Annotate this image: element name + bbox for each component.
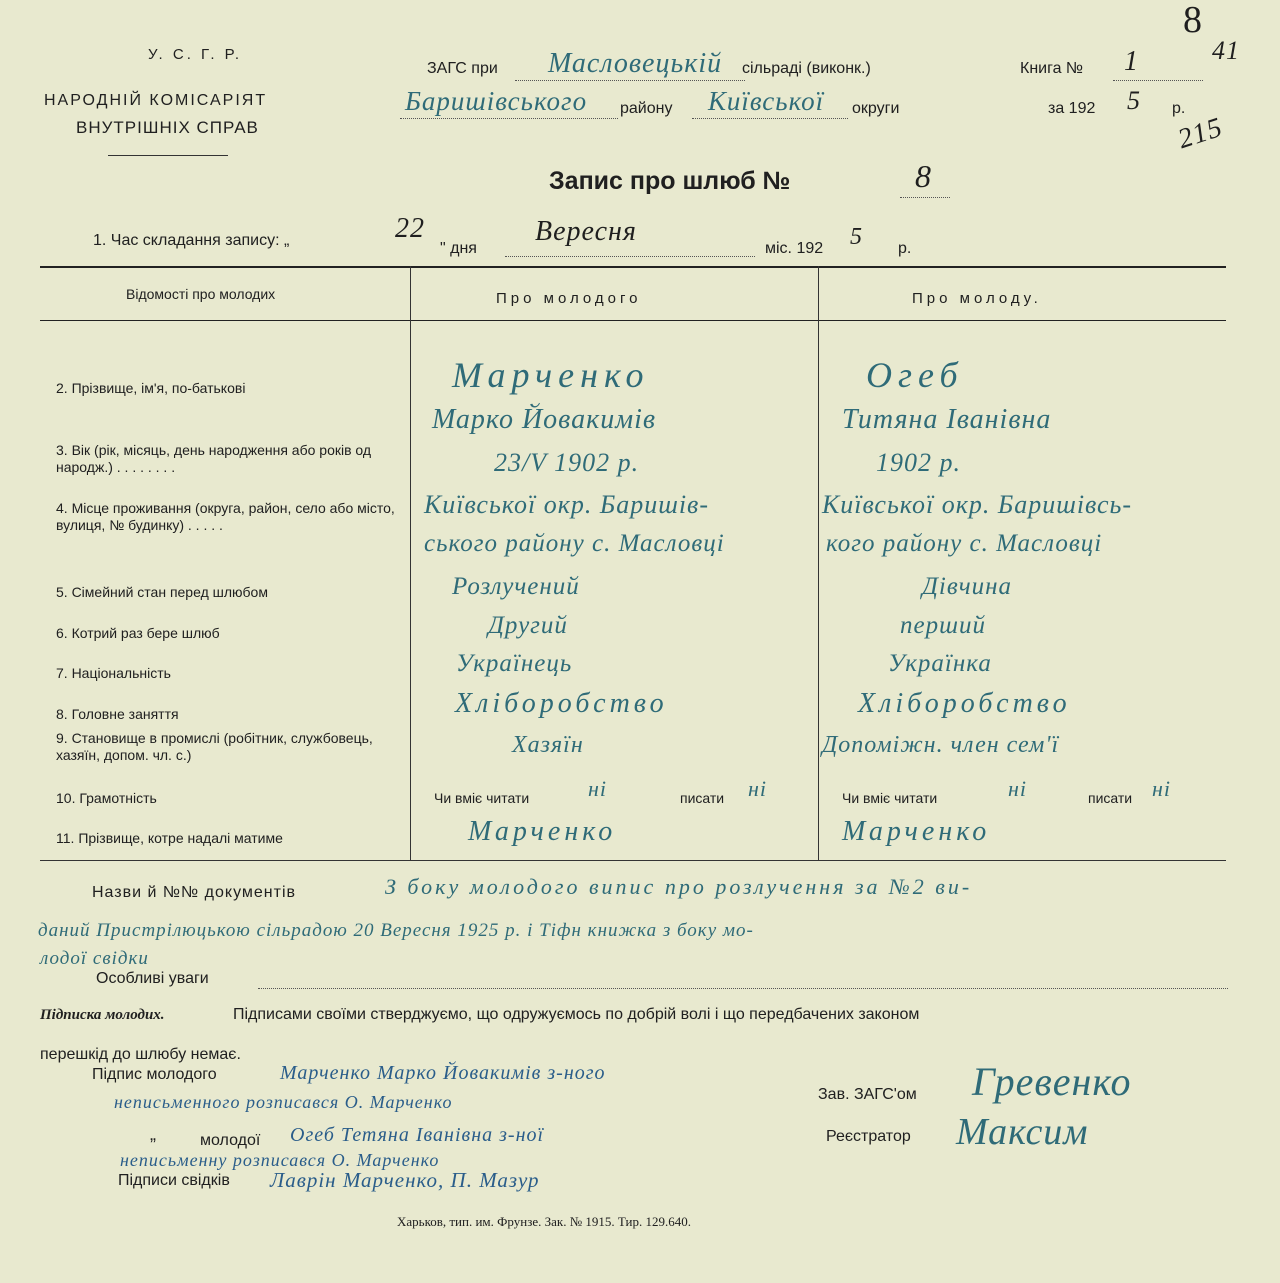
row-label-residence (56, 500, 402, 534)
book-number-handwritten: 1 (1124, 46, 1139, 77)
groom-signature-note: неписьменного розписався О. Марченко (114, 1092, 453, 1112)
row-label-position (56, 730, 402, 764)
groom-given-name: Марко Йовакимів (432, 404, 657, 435)
pledge-text-line-2: перешкід до шлюбу немає. (40, 1046, 241, 1063)
council-suffix: сільраді (виконк.) (742, 60, 871, 77)
bride-signature: Огеб Тетяна Іванівна з-ної (290, 1124, 545, 1146)
groom-residence-2: ського району с. Масловці (424, 530, 725, 557)
witnesses-label: Підписи свідків (118, 1172, 230, 1189)
record-year-handwritten: 5 (850, 224, 863, 250)
okruha-label: округи (852, 100, 900, 117)
groom-marriage-count: Другий (488, 612, 568, 639)
zags-head-label: Зав. ЗАГС'ом (818, 1086, 917, 1103)
row-label-future-surname: 11. Прізвище, котре надалі матиме (56, 830, 283, 846)
documents-line-1: З боку молодого випис про розлучення за №2 ви- (385, 874, 973, 899)
pledge-lead: Підписка молодих. (40, 1007, 165, 1023)
book-year-label: за 192 (1048, 100, 1096, 117)
record-day-handwritten: 22 (395, 213, 425, 244)
notes-label: Особливі уваги (96, 970, 209, 987)
groom-future-surname: Марченко (468, 816, 617, 847)
bride-literacy-read-value: ні (1008, 776, 1028, 801)
raion-handwritten: Баришівського (405, 86, 588, 116)
row-label-occupation: 8. Головне заняття (56, 706, 179, 722)
groom-literacy-read-label: Чи вміє читати (434, 790, 530, 806)
book-label: Книга № (1020, 60, 1084, 77)
record-month-handwritten: Вересня (535, 216, 637, 247)
documents-label: Назви й №№ документів (92, 884, 296, 901)
groom-marital-status: Розлучений (452, 573, 580, 600)
row-label-age (56, 442, 402, 476)
row-label-fullname: 2. Прізвище, ім'я, по-батькові (56, 380, 246, 396)
bride-future-surname: Марченко (842, 816, 991, 847)
witnesses-signatures: Лаврін Марченко, П. Мазур (270, 1168, 540, 1192)
bride-position: Допоміжн. член сем'ї (822, 732, 1060, 758)
bride-signature-note: неписьменну розписався О. Марченко (120, 1150, 440, 1170)
column-header-info: Відомості про молодих (126, 286, 276, 302)
ministry-line-2: ВНУТРІШНІХ СПРАВ (76, 118, 259, 137)
table-header-border (40, 320, 1226, 321)
bride-surname: Огеб (866, 355, 964, 395)
bride-signature-quote: „ (150, 1124, 156, 1144)
groom-literacy-write-value: ні (748, 776, 768, 801)
record-month-underline (505, 256, 755, 257)
zags-head-signature: Гревенко (972, 1059, 1132, 1104)
record-day-label: " дня (440, 240, 477, 257)
groom-signature: Марченко Марко Йовакимів з-ного (280, 1062, 606, 1084)
table-col-divider-2 (818, 266, 819, 860)
margin-note-1: 8 (1183, 0, 1203, 41)
pledge-text-line-1: Підписами своїми стверджуємо, що одружуємось по добрій волі і що передбачених законом (233, 1006, 920, 1023)
print-info: Харьков, тип. им. Фрунзе. Зак. № 1915. Тир. 129.640. (397, 1214, 691, 1229)
zags-prefix: ЗАГС при (427, 60, 498, 77)
documents-line-3: лодої свідки (40, 948, 149, 969)
groom-residence-1: Київської окр. Баришів- (424, 490, 709, 519)
column-header-groom: Про молодого (496, 290, 642, 307)
row-label-marriage-count: 6. Котрий раз бере шлюб (56, 625, 220, 641)
book-year-suffix: р. (1172, 100, 1186, 117)
groom-nationality: Українець (456, 650, 573, 677)
bride-marriage-count: перший (900, 612, 986, 639)
raion-label: району (620, 100, 673, 117)
row-label-nationality: 7. Національність (56, 665, 171, 681)
groom-signature-label: Підпис молодого (92, 1066, 217, 1083)
record-title: Запис про шлюб № (549, 167, 791, 195)
row-label-position-text: 9. Становище в промислі (робітник, службовець, хазяїн, допом. чл. с.) (56, 730, 373, 763)
groom-surname: Марченко (452, 355, 650, 395)
margin-note-3: 215 (1174, 111, 1227, 156)
groom-birthdate: 23/V 1902 р. (494, 448, 640, 477)
row-label-residence-text: 4. Місце проживання (округа, район, село або місто, вулиця, № будинку) . . . . . (56, 500, 395, 533)
bride-nationality: Українка (888, 650, 992, 677)
book-year-handwritten: 5 (1127, 86, 1141, 115)
groom-literacy-read-value: ні (588, 776, 608, 801)
registrar-signature: Максим (956, 1111, 1089, 1153)
groom-literacy-write-label: писати (680, 790, 725, 806)
table-bottom-border (40, 860, 1226, 861)
bride-marital-status: Дівчина (922, 573, 1013, 600)
registrar-label: Реєстратор (826, 1128, 911, 1145)
table-top-border (40, 266, 1226, 268)
notes-underline (258, 988, 1228, 989)
record-number-underline (900, 197, 950, 198)
bride-birthdate: 1902 р. (876, 448, 961, 477)
bride-literacy-read-label: Чи вміє читати (842, 790, 938, 806)
bride-given-name: Титяна Іванівна (842, 404, 1052, 435)
record-month-label: міс. 192 (765, 240, 824, 257)
record-number-handwritten: 8 (915, 158, 932, 194)
bride-literacy-write-label: писати (1088, 790, 1133, 806)
raion-underline (400, 118, 618, 119)
ministry-line-1: НАРОДНІЙ КОМІСАРІЯТ (44, 92, 268, 109)
row-label-literacy: 10. Грамотність (56, 790, 157, 806)
row-label-marital-status: 5. Сімейний стан перед шлюбом (56, 584, 268, 600)
bride-literacy-write-value: ні (1152, 776, 1172, 801)
bride-residence-1: Київської окр. Баришівсь- (822, 490, 1133, 519)
table-col-divider-1 (410, 266, 411, 860)
record-time-label: 1. Час складання запису: „ (93, 232, 290, 249)
bride-occupation: Хліборобство (858, 688, 1071, 719)
margin-note-2: 41 (1212, 36, 1240, 65)
documents-line-2: даний Пристрілюцькою сільрадою 20 Вересня 1925 р. і Тіфн книжка з боку мо- (38, 920, 754, 941)
okruha-underline (692, 118, 848, 119)
row-label-age-text: 3. Вік (рік, місяць, день народження або років од народж.) . . . . . . . . (56, 442, 372, 475)
groom-position: Хазяїн (512, 732, 584, 758)
bride-residence-2: кого району с. Масловці (826, 530, 1103, 557)
column-header-bride: Про молоду. (912, 290, 1042, 307)
header-divider (108, 155, 228, 156)
okruha-handwritten: Київської (708, 86, 825, 116)
record-year-suffix: р. (898, 240, 912, 257)
council-handwritten: Масловецькій (548, 48, 723, 79)
bride-signature-label: молодої (200, 1132, 261, 1149)
book-number-underline (1113, 80, 1203, 81)
groom-occupation: Хліборобство (455, 688, 668, 719)
council-underline (515, 80, 745, 81)
republic-abbrev: У. С. Г. Р. (148, 46, 243, 63)
